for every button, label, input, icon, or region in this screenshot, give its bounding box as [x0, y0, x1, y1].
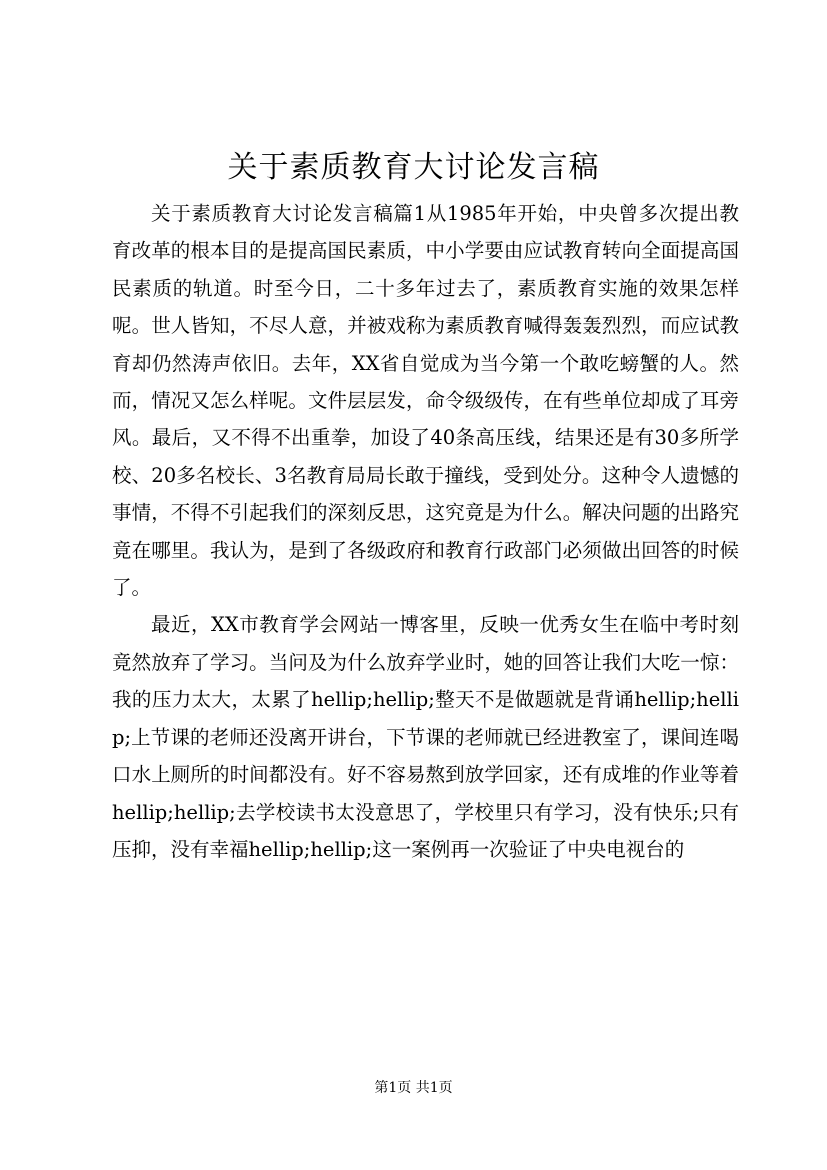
page-footer: 第1页 共1页 [374, 1080, 453, 1096]
paragraph-2: 最近，XX市教育学会网站一博客里，反映一优秀女生在临中考时刻竟然放弃了学习。当问及为什么放弃学业时，她的回答让我们大吃一惊：我的压力太大，太累了hellip;hellip;整天不是做题就是背诵hellip;hellip;上节课的老师还没离开讲台，下节课的老师就已经进教室了，课间连喝口水上厕所的时间都没有。好不容易熬到放学回家，还有成堆的作业等着hellip;hellip;去学校读书太没意思了，学校里只有学习，没有快乐;只有压抑，没有幸福hellip;hellip;这一案例再一次验证了中央电视台的 [112, 613, 739, 861]
document-title: 关于素质教育大讨论发言稿 [227, 150, 600, 185]
document-body [112, 195, 739, 868]
paragraph-1: 关于素质教育大讨论发言稿篇1从1985年开始，中央曾多次提出教育改革的根本目的是提高国民素质，中小学要由应试教育转向全面提高国民素质的轨道。时至今日，二十多年过去了，素质教育实施的效果怎样呢。世人皆知，不尽人意，并被戏称为素质教育喊得轰轰烈烈，而应试教育却仍然涛声依旧。去年，XX省自觉成为当今第一个敢吃螃蟹的人。然而，情况又怎么样呢。文件层层发，命令级级传，在有些单位却成了耳旁风。最后，又不得不出重拳，加设了40条高压线，结果还是有30多所学校、20多名校长、3名教育局局长敢于撞线，受到处分。这种令人遗憾的事情，不得不引起我们的深刻反思，这究竟是为什么。解决问题的出路究竟在哪里。我认为，是到了各级政府和教育行政部门必须做出回答的时候了。 [112, 202, 739, 600]
